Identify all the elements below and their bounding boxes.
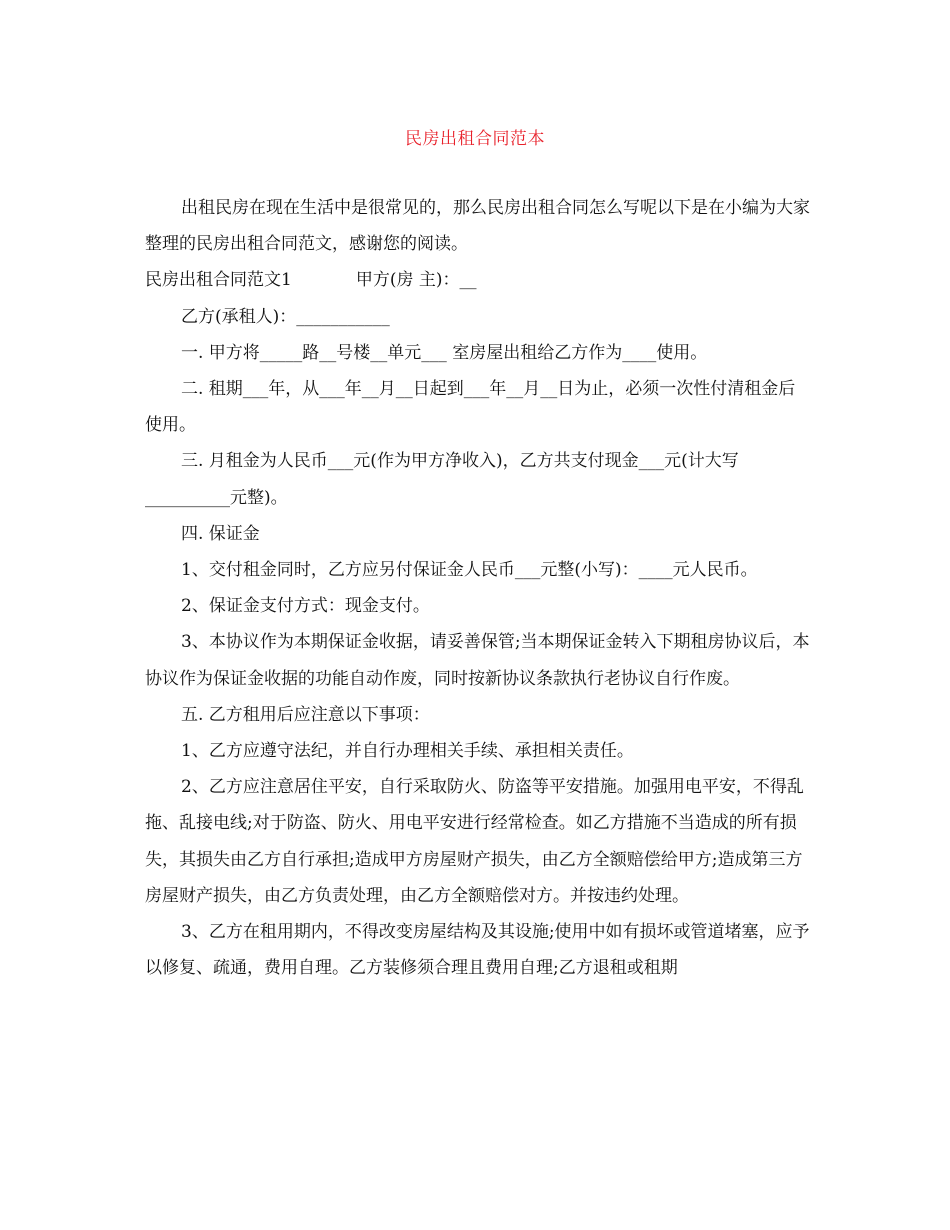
intro-paragraph: 出租民房在现在生活中是很常见的，那么民房出租合同怎么写呢以下是在小编为大家整理的民房出租合同范文，感谢您的阅读。 xyxy=(145,198,810,255)
clause-2: 二. 租期___年，从___年__月__日起到___年__月__日为止，必须一次性付清租金后使用。 xyxy=(145,379,796,436)
clause-5-item-3: 3、乙方在租用期内，不得改变房屋结构及其设施;使用中如有损坏或管道堵塞，应予以修复、疏通，费用自理。乙方装修须合理且费用自理;乙方退租或租期 xyxy=(145,922,810,979)
clause-1: 一. 甲方将_____路__号楼__单元___ 室房屋出租给乙方作为____使用。 xyxy=(181,342,708,363)
contract-heading-line xyxy=(145,262,810,298)
clause-5-item-1: 1、乙方应遵守法纪，并自行办理相关手续、承担相关责任。 xyxy=(181,741,634,762)
party-a-line: 甲方(房 主)：__ xyxy=(355,270,477,291)
clause-5-heading: 五. 乙方租用后应注意以下事项： xyxy=(181,704,430,725)
document-body xyxy=(145,190,810,986)
document-title: 民房出租合同范本 xyxy=(405,129,545,149)
clause-4-heading: 四. 保证金 xyxy=(181,523,260,544)
party-b-line: 乙方(承租人)：___________ xyxy=(181,306,390,327)
clause-4-item-2: 2、保证金支付方式：现金支付。 xyxy=(181,596,430,617)
clause-5-item-2: 2、乙方应注意居住平安，自行采取防火、防盗等平安措施。加强用电平安，不得乱拖、乱接电线;对于防盗、防火、用电平安进行经常检查。如乙方措施不当造成的所有损失，其损失由乙方自行承担;造成甲方房屋财产损失，由乙方全额赔偿给甲方;造成第三方房屋财产损失，由乙方负责处理，由乙方全额赔偿对方。并按违约处理。 xyxy=(145,777,804,906)
clause-4-item-1: 1、交付租金同时，乙方应另付保证金人民币___元整(小写)：____元人民币。 xyxy=(181,560,758,581)
clause-3: 三. 月租金为人民币___元(作为甲方净收入)，乙方共支付现金___元(计大写__________元整)。 xyxy=(145,451,739,508)
clause-4-item-3: 3、本协议作为本期保证金收据，请妥善保管;当本期保证金转入下期租房协议后，本协议作为保证金收据的功能自动作废，同时按新协议条款执行老协议自行作废。 xyxy=(145,632,810,689)
contract-heading: 民房出租合同范文1 xyxy=(145,270,292,291)
